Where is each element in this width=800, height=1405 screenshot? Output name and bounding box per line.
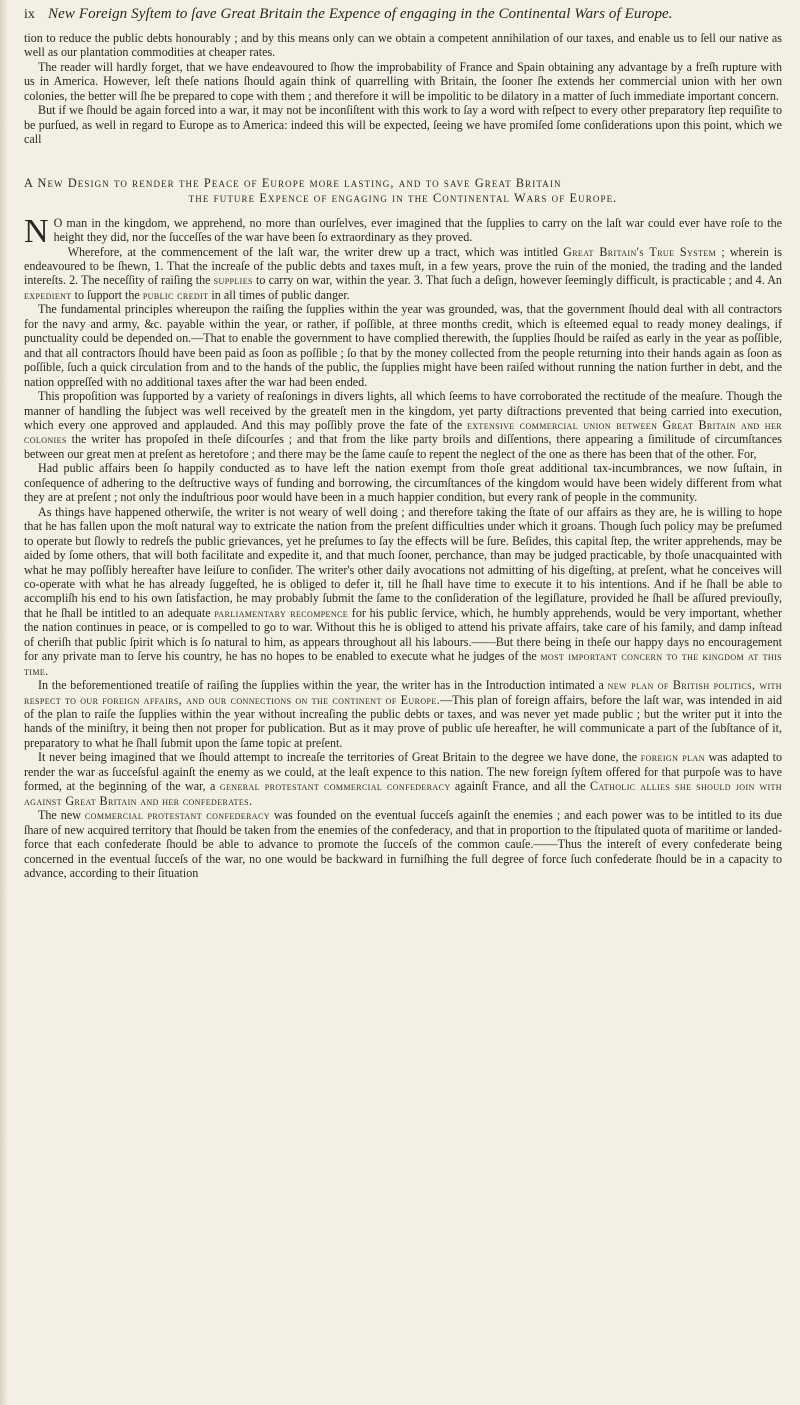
small-caps-run: commercial protestant confederacy	[84, 808, 270, 823]
small-caps-run: public credit	[142, 287, 209, 302]
small-caps-run: most important concern to the kingdom at this time.	[24, 649, 783, 678]
text-run: As things have happened otherwiſe, the writer is not weary of well doing ; and therefore taking the ſtate of our affairs as they are, he is willing to hope that he has fallen upon the moſt natural way to extricate the nation from the preſent difficulties under which it groans. Though ſuch policy may be preſumed to operate but ſlowly to redreſs the public grievances, yet he preſumes to ſay the effects will be ſure. Beſides, this capital ſtep, the writer apprehends, may be aided by ſome others, that will both facilitate and expedite it, and that much ſooner, perchance, than may be judged practicable, by thoſe unacquainted with what he may poſſibly hereafter have leiſure to conſider. The writer's other daily avocations not admitting of his digeſting, at preſent, what he conceives will co-operate with what he has already ſuggeſted, he is obliged to defer it, till he ſhall have time to execute it to his intentions. And if he ſhall be able to accompliſh his end to his own ſatisfaction, he may probably ſubmit the ſame to the conſideration of the legiſlature, provided he ſhall be aſſured previouſly, that he ſhall be intitled to an adequate	[24, 504, 782, 620]
running-head	[24, 6, 782, 23]
body-text	[24, 31, 782, 880]
small-caps-run: extensive commercial union between Great Britain and her colonies	[24, 417, 782, 447]
paragraph-it-never	[24, 750, 782, 808]
small-caps-run: supplies	[213, 273, 253, 288]
section-heading-line-2: the future Expence of engaging in the Continental Wars of Europe.	[188, 190, 618, 205]
page-edge-shadow	[0, 0, 8, 1405]
text-run: againſt France, and all the	[454, 779, 586, 794]
small-caps-run: Great Britain's True System	[563, 244, 717, 259]
text-run: in all times of public danger.	[211, 287, 350, 302]
small-caps-run: new plan of British politics, with respect to our foreign affairs, and our connections on the continent of Europe.	[24, 678, 782, 707]
drop-cap: N	[24, 212, 49, 250]
small-caps-run: expedient	[24, 287, 72, 302]
paragraph-3: But if we ſhould be again forced into a war, it may not be inconſiſtent with this work to ſay a word with reſpect to every other preparatory ſtep requiſite to be purſued, as well in regard to Europe as to America: indeed this will be expected, ſeeing we have promiſed ſome conſiderations upon this point, which we call	[24, 103, 782, 147]
paragraph-beforementioned	[24, 678, 782, 750]
text-run: to carry on war, within the year. 3. That ſuch a deſign, however ſeemingly difficult, is practicable ; and 4. An	[256, 273, 782, 288]
paragraph-wherefore	[24, 245, 782, 303]
paragraph-dropcap	[24, 212, 782, 250]
page-number: ix	[24, 7, 35, 22]
text-run: the writer has propoſed in theſe diſcourſes ; and that from the like party broils and diſſentions, there appearing a ſimilitude of circumſtances between our great men at preſent as heretofore ; and there may be the ſame cauſe to repent the neglect of the one as there has been that of the other. For,	[24, 432, 783, 461]
paragraph-had-public: Had public affairs been ſo happily conducted as to have left the nation exempt from thoſe great additional tax-incumbrances, we now ſuſtain, in conſequence of adhering to the deſtructive ways of funding and borrowing, the circumſtances of the kingdom would have been widely different from what they are at preſent ; not only the induſtrious poor would have been in a much happier condition, but every rank of people in the community.	[24, 461, 782, 505]
text-run: —This plan of foreign affairs, before the laſt war, was intended in aid of the plan to raiſe the ſupplies within the year without increaſing the public debts or taxes, and was never yet made public ; but the writer put it into the hands of the miniſtry, it being then not proper for publication. But as it may prove of public uſe hereafter, he will communicate a part of the ſubſtance of it, preparatory to what he ſhall ſubmit upon the ſame topic at preſent.	[24, 692, 782, 750]
running-head-title: New Foreign Syſtem to ſave Great Britain the Expence of engaging in the Continental Wars of Europe.	[48, 6, 673, 22]
small-caps-run: parliamentary recompence	[214, 605, 349, 620]
paragraph-1: tion to reduce the public debts honourably ; and by this means only can we obtain a competent annihilation of our taxes, and enable us to ſell our native as well as our plantation commodities at cheaper rates.	[24, 31, 782, 60]
section-heading	[24, 176, 782, 206]
small-caps-run: foreign plan	[640, 750, 705, 765]
text-run: was adapted to render the war as ſucceſsful againſt the enemy as we could, at the leaſt expence to this nation. The new foreign ſyſtem offered for that purpoſe was to have formed, at the beginning of the war, a	[24, 750, 783, 794]
text-run: The new	[38, 808, 81, 823]
small-caps-run: Catholic allies she should join with against Great Britain and her confederates.	[24, 779, 782, 808]
small-caps-run: general protestant commercial confederacy	[219, 779, 451, 794]
section-heading-line-1: A New Design to render the Peace of Europe more lasting, and to save Great Britain	[24, 175, 562, 190]
paragraph-fundamental: The fundamental principles whereupon the raiſing the ſupplies within the year was grounded, was, that the government ſhould deal with all contractors for the navy and army, &c. payable within the year, or rather, if poſſible, at three months credit, which is eſteemed equal to ready money dealings, if punctuality could be depended on.—That to enable the government to have complied therewith, the ſupplies ſhould be raiſed as early in the year as poſſible, and that all contractors ſhould have been paid as ſoon as poſſible ; ſo that by the money collected from the people returning into their hands again as ſoon as poſſible, ſuch a quick circulation from and to the hands of the public, the ſupplies might have been raiſed without running the nation further in debt, and the nation oppreſſed with no additional taxes after the war had been ended.	[24, 302, 782, 389]
paragraph-2: The reader will hardly forget, that we have endeavoured to ſhow the improbability of France and Spain obtaining any advantage by a freſh rupture with us in America. However, leſt theſe nations ſhould again think of quarrelling with Britain, the ſooner ſhe extends her commercial union with her own colonies, the better will ſhe be prepared to cope with them ; and therefore it will be impolitic to be dilatory in a matter of ſuch immediate important concern.	[24, 59, 782, 103]
text-run: was founded on the eventual ſucceſs againſt the enemies ; and each power was to be intitled to its due ſhare of new acquired territory that ſhould be taken from the enemies of the confederacy, and that in proportion to the ſtipulated quota of maritime or landed-force that each confederate ſhould be able to advance to promote the ſucceſs of the common cauſe.——Thus the intereſt of every confederate being concerned in the eventual ſucceſs of the war, no one would be backward in furniſhing the full degree of force ſuch confederate ſhould be in a capacity to advance, according to their ſituation	[24, 808, 782, 881]
text-run: It never being imagined that we ſhould attempt to increaſe the territories of Great Britain to the degree we have done, the	[38, 750, 638, 765]
text-run: Wherefore, at the commencement of the laſt war, the writer drew up a tract, which was intitled	[67, 244, 558, 259]
dropcap-paragraph-text: O man in the kingdom, we apprehend, no more than ourſelves, ever imagined that the ſupplies to carry on the laſt war could ever have roſe to the height they did, nor the ſucceſſes of the war have been ſo extraordinary as they proved.	[53, 215, 782, 245]
paragraph-proposition	[24, 389, 782, 461]
text-run: This propoſition was ſupported by a variety of reaſonings in divers lights, all which ſeems to have corroborated the rectitude of the meaſure. Though the manner of handling the ſubject was well received by the greateſt men in the kingdom, yet party diſtractions prevented that being carried into execution, which every one approved and applauded. And this may poſſibly prove the fate of the	[24, 389, 782, 432]
text-run: to ſupport the	[74, 287, 140, 302]
text-run: for his public ſervice, which, he humbly apprehends, would be very important, whether the nation continues in peace, or is compelled to go to war. Without this he is obliged to attend his private affairs, take care of his family, and damp inſtead of cheriſh that public ſpirit which is ſo natural to him, as appears throughout all his labours.——But there being in theſe our happy days no encouragement for any private man to ſerve his country, he has no hopes to be enabled to execute what he judges of the	[24, 605, 783, 664]
text-run: In the beforementioned treatiſe of raiſing the ſupplies within the year, the writer has in the Introduction intimated a	[38, 678, 604, 693]
paragraph-the-new	[24, 808, 782, 880]
text-run: ; wherein is endeavoured to be ſhewn, 1. That the increaſe of the public debts and taxes muſt, in a few years, prove the ruin of the monied, the trading and the landed intereſts. 2. The neceſſity of raiſing the	[24, 244, 782, 288]
paragraph-as-things	[24, 505, 782, 678]
